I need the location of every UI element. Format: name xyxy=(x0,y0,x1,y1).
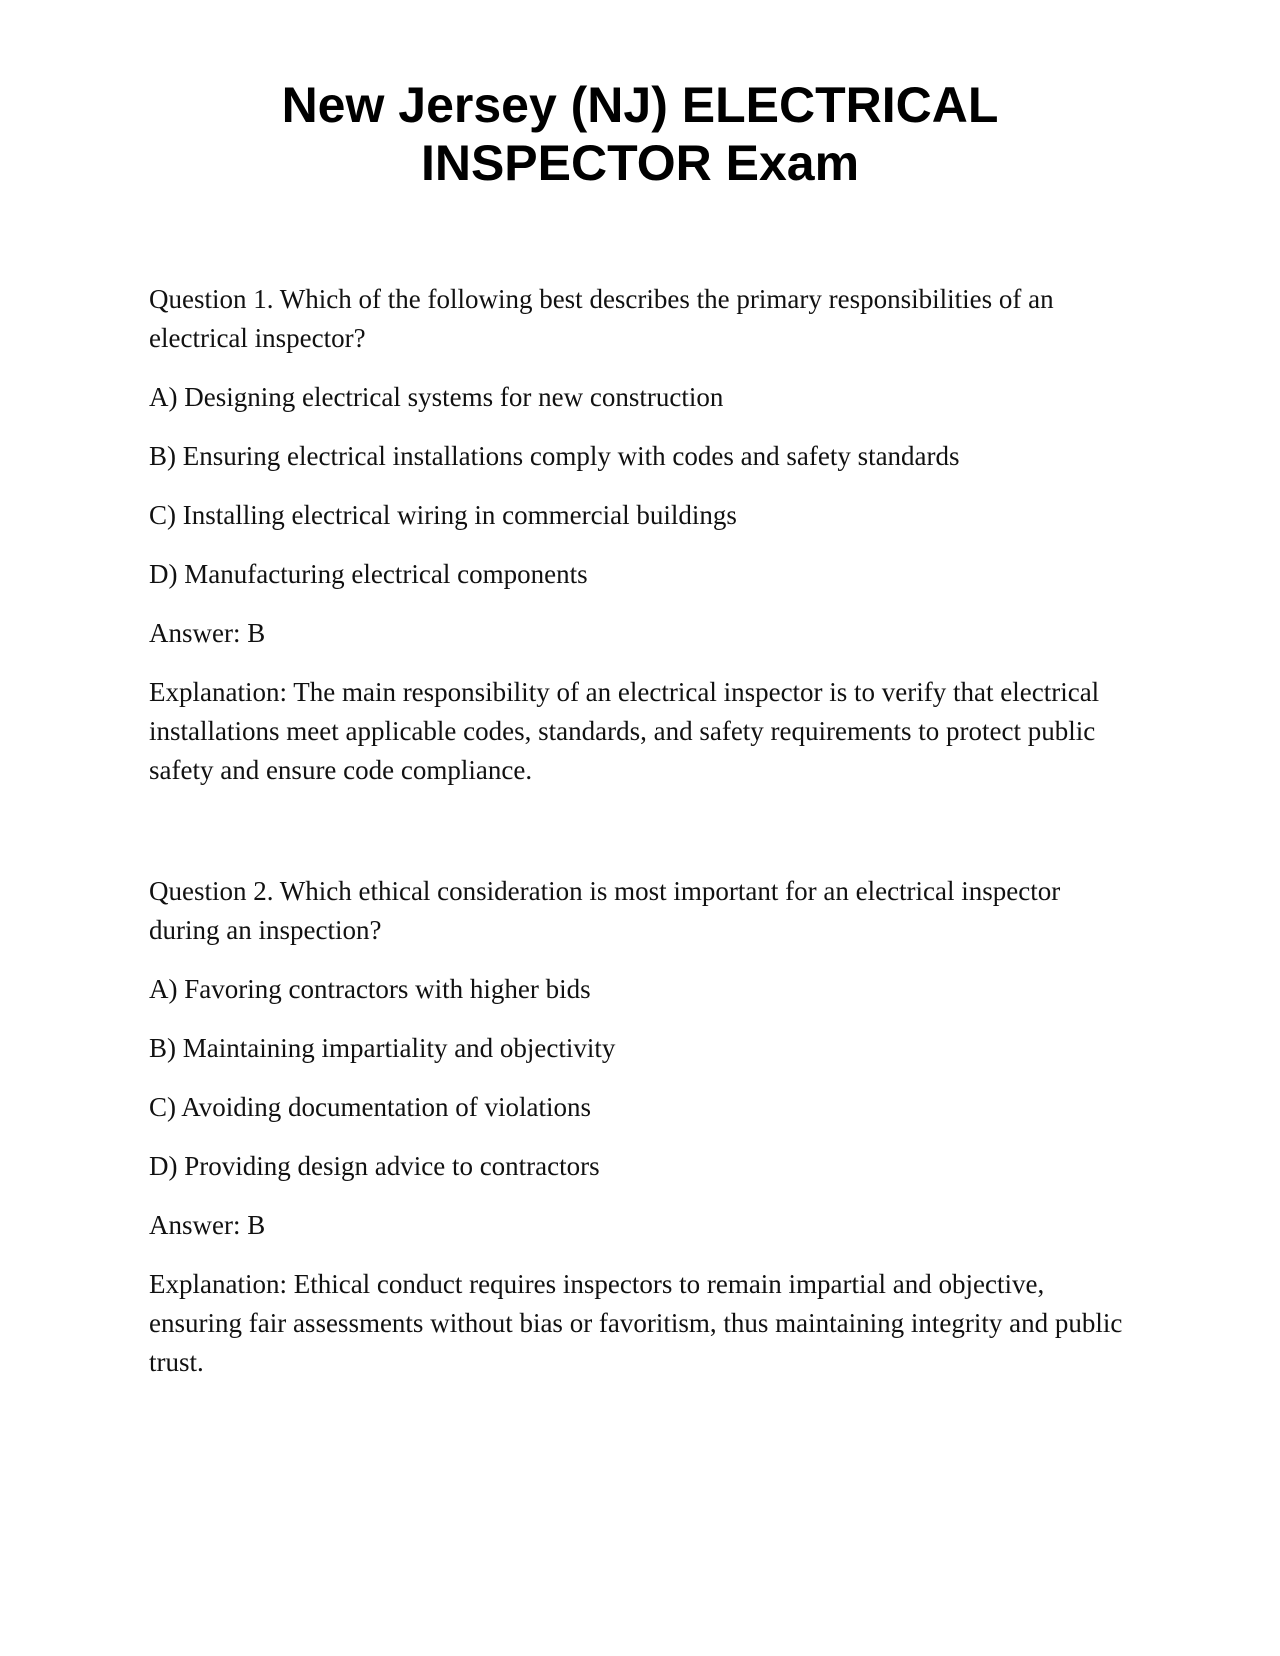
title-line-1: New Jersey (NJ) ELECTRICAL xyxy=(281,77,999,133)
question-1-text: Question 1. Which of the following best describes the primary responsibilities of an electrical inspector? xyxy=(149,284,1054,353)
question-1-option-a: A) Designing electrical systems for new construction xyxy=(149,382,724,412)
page-title xyxy=(140,76,1140,192)
question-2-option-d: D) Providing design advice to contractors xyxy=(149,1151,600,1181)
title-line-2: INSPECTOR Exam xyxy=(420,135,860,191)
question-2-option-c: C) Avoiding documentation of violations xyxy=(149,1092,591,1122)
question-1-option-d: D) Manufacturing electrical components xyxy=(149,559,588,589)
question-1-block xyxy=(149,280,1129,810)
question-2-answer: Answer: B xyxy=(149,1210,266,1240)
question-2-text: Question 2. Which ethical consideration is most important for an electrical inspector during an inspection? xyxy=(149,876,1061,945)
question-1-option-b: B) Ensuring electrical installations comply with codes and safety standards xyxy=(149,441,960,471)
question-2-option-b: B) Maintaining impartiality and objectivity xyxy=(149,1033,616,1063)
question-2-option-a: A) Favoring contractors with higher bids xyxy=(149,974,591,1004)
question-2-block xyxy=(149,872,1129,1402)
question-1-answer: Answer: B xyxy=(149,618,266,648)
question-1-explanation: Explanation: The main responsibility of an electrical inspector is to verify that electrical installations meet applicable codes, standards, and safety requirements to protect public safety and ensure code compliance. xyxy=(149,677,1100,785)
question-1-option-c: C) Installing electrical wiring in commercial buildings xyxy=(149,500,737,530)
question-2-explanation: Explanation: Ethical conduct requires inspectors to remain impartial and objective, ensuring fair assessments without bias or favoritism, thus maintaining integrity and public trust. xyxy=(149,1269,1123,1377)
